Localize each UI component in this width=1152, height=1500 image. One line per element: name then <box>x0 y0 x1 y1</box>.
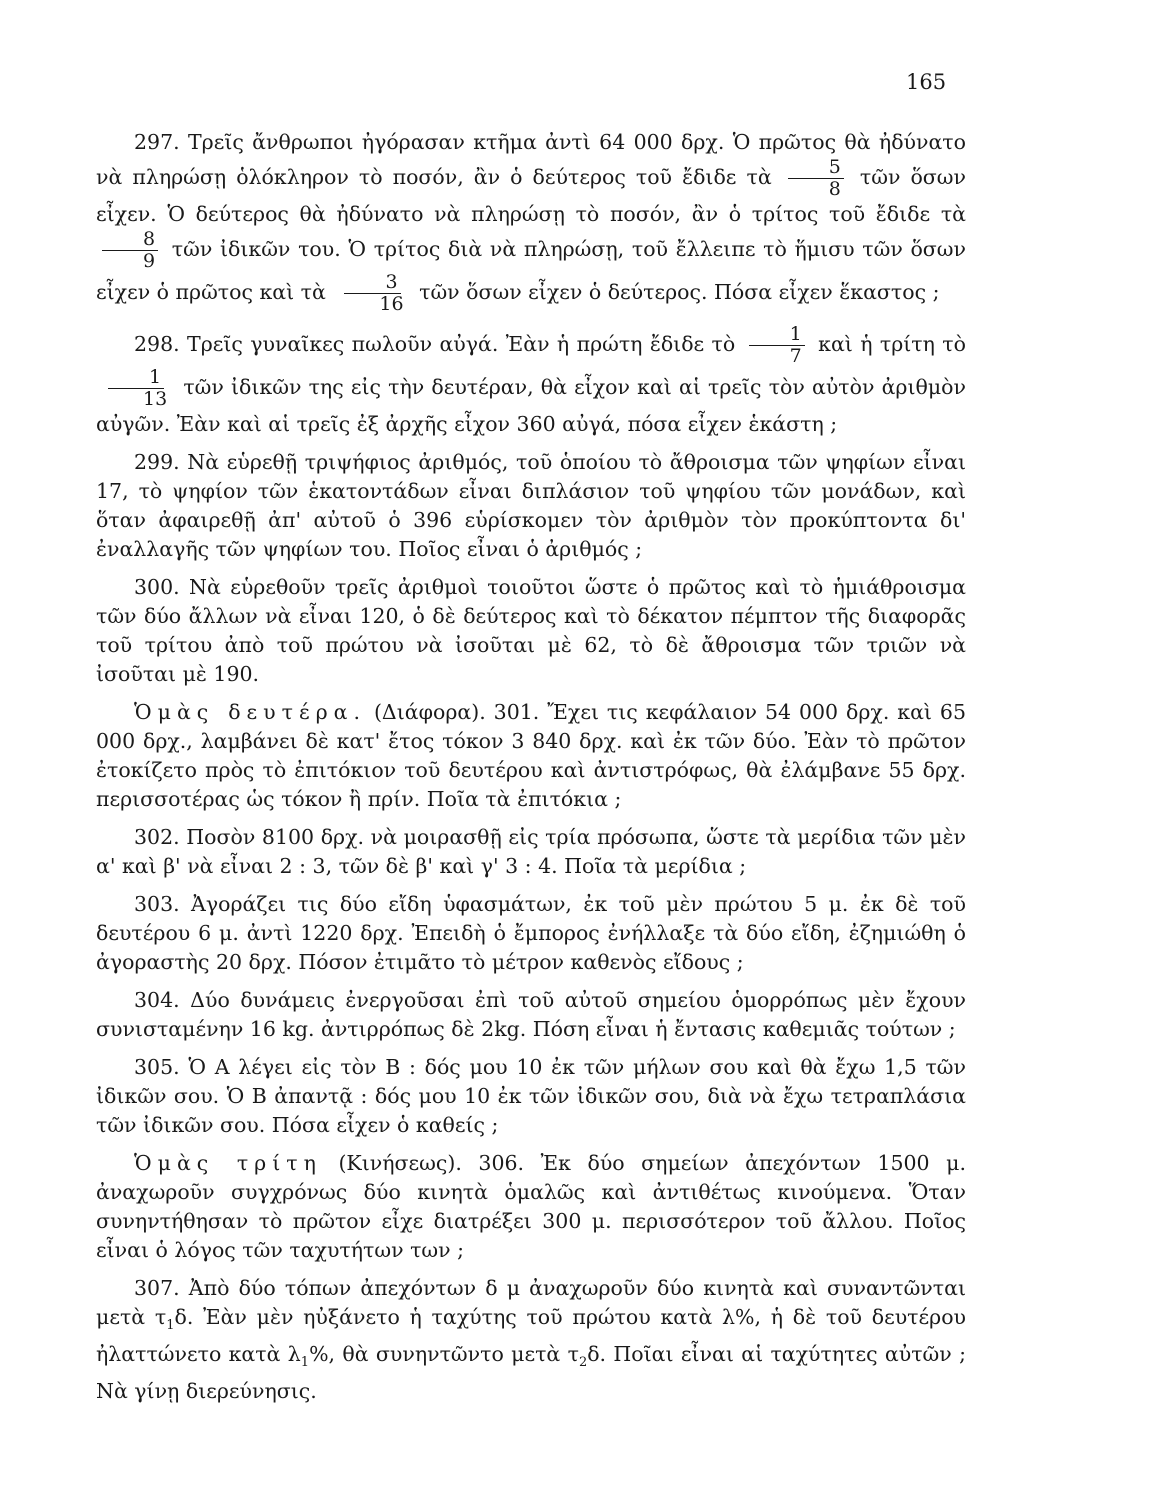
problem-307-text-b: δ. Ἐὰν μὲν ηὐξάνετο ἡ ταχύτης τοῦ πρώτου κατὰ λ%, ἡ δὲ τοῦ δευτέρου ἠλαττώνετο κατὰ λ <box>96 1305 966 1367</box>
problem-305: 305. Ὁ Α λέγει εἰς τὸν Β : δός μου 10 ἐκ τῶν μήλων σου καὶ θὰ ἔχω 1,5 τῶν ἰδικῶν σου. Ὁ Β ἀπαντᾷ : δός μου 10 ἐκ τῶν ἰδικῶν σου, διὰ νὰ ἔχω τετραπλάσια τῶν ἰδικῶν σου. Πόσα εἶχεν ὁ καθείς ; <box>96 1055 966 1137</box>
group-heading-third: Ὁμὰς τρίτη <box>134 1151 322 1175</box>
problem-list <box>96 128 966 1406</box>
problem-297-text-d: τῶν ὅσων εἶχεν ὁ δεύτερος. Πόσα εἶχεν ἕκαστος ; <box>419 280 940 304</box>
problem-298-text-c: τῶν ἰδικῶν της εἰς τὴν δευτέραν, θὰ εἶχον καὶ αἱ τρεῖς τὸν αὐτὸν ἀριθμὸν αὐγῶν. Ἐὰν καὶ αἱ τρεῖς ἐξ ἀρχῆς εἶχον 360 αὐγά, πόσα εἶχεν ἑκάστη ; <box>96 375 966 436</box>
fraction-numerator: 3 <box>344 272 400 294</box>
problem-307-text-c: %, θὰ συνηντῶντο μετὰ τ <box>309 1342 579 1367</box>
fraction-numerator: 5 <box>788 157 844 179</box>
problem-302: 302. Ποσὸν 8100 δρχ. νὰ μοιρασθῇ εἰς τρία πρόσωπα, ὥστε τὰ μερίδια τῶν μὲν α' καὶ β' νὰ εἶναι 2 : 3, τῶν δὲ β' καὶ γ' 3 : 4. Ποῖα τὰ μερίδια ; <box>96 825 966 878</box>
problem-303: 303. Ἀγοράζει τις δύο εἴδη ὑφασμάτων, ἐκ τοῦ μὲν πρώτου 5 μ. ἐκ δὲ τοῦ δευτέρου 6 μ. ἀντὶ 1220 δρχ. Ἐπειδὴ ὁ ἔμπορος ἐνήλλαξε τὰ δύο εἴδη, ἐζημιώθη ὁ ἀγοραστὴς 20 δρχ. Πόσον ἐτιμᾶτο τὸ μέτρον καθενὸς εἴδους ; <box>96 892 966 974</box>
problem-298-text-a: 298. Τρεῖς γυναῖκες πωλοῦν αὐγά. Ἐὰν ἡ πρώτη ἔδιδε τὸ <box>134 332 736 356</box>
fraction-8-9 <box>102 229 158 272</box>
fraction-denominator: 9 <box>143 250 156 272</box>
fraction-denominator: 13 <box>143 388 168 410</box>
problem-306-text: (Κινήσεως). 306. Ἐκ δύο σημείων ἀπεχόντων 1500 μ. ἀναχωροῦν συγχρόνως δύο κινητὰ ὁμαλῶς καὶ ἀντιθέτως κινούμενα. Ὅταν συνηντήθησαν τὸ πρῶτον εἶχε διατρέξει 300 μ. περισσότερον τοῦ ἄλλου. Ποῖος εἶναι ὁ λόγος τῶν ταχυτήτων των ; <box>96 1151 966 1262</box>
problem-297 <box>96 128 966 315</box>
problem-297-text-c: τῶν ἰδικῶν του. Ὁ τρίτος διὰ νὰ πληρώσῃ, τοῦ ἔλλειπε τὸ ἥμισυ τῶν ὅσων εἶχεν ὁ πρῶτος καὶ τὰ <box>96 237 966 304</box>
fraction-3-16 <box>338 272 406 315</box>
problem-307 <box>96 1274 966 1406</box>
problem-304: 304. Δύο δυνάμεις ἐνεργοῦσαι ἐπὶ τοῦ αὐτοῦ σημείου ὁμορρόπως μὲν ἔχουν συνισταμένην 16 kg. ἀντιρρόπως δὲ 2kg. Πόση εἶναι ἡ ἔντασις καθεμιᾶς τούτων ; <box>96 988 966 1041</box>
fraction-5-8 <box>788 157 844 200</box>
problem-298 <box>96 324 966 439</box>
problem-297-text-b: τῶν ὅσων εἶχεν. Ὁ δεύτερος θὰ ἠδύνατο νὰ πληρώσῃ τὸ ποσόν, ἂν ὁ τρίτος τοῦ ἔδιδε τὰ <box>96 165 966 226</box>
page-number: 165 <box>906 70 947 94</box>
problem-301 <box>96 698 966 814</box>
fraction-denominator: 7 <box>789 345 802 367</box>
subscript: 1 <box>166 1318 175 1334</box>
group-heading-second: Ὁμὰς δευτέρα. <box>134 700 366 724</box>
problem-299: 299. Νὰ εὑρεθῇ τριψήφιος ἀριθμός, τοῦ ὁποίου τὸ ἄθροισμα τῶν ψηφίων εἶναι 17, τὸ ψηφίον τῶν ἑκατοντάδων εἶναι διπλάσιον τοῦ ψηφίου τῶν μονάδων, καὶ ὅταν ἀφαιρεθῇ ἀπ' αὐτοῦ ὁ 396 εὑρίσκομεν τὸν ἀριθμὸν τὸν προκύπτοντα δι' ἐναλλαγῆς τῶν ψηφίων του. Ποῖος εἶναι ὁ ἀριθμός ; <box>96 450 966 561</box>
subscript: 1 <box>300 1355 310 1371</box>
problem-307-text-d: δ. Ποῖαι εἶναι αἱ ταχύτητες αὐτῶν ; Νὰ γίνῃ διερεύνησις. <box>96 1342 966 1404</box>
fraction-numerator: 8 <box>102 229 158 251</box>
problem-306 <box>96 1149 966 1265</box>
fraction-numerator: 1 <box>108 367 164 389</box>
problem-297-text-a: 297. Τρεῖς ἄνθρωποι ἠγόρασαν κτῆμα ἀντὶ 64 000 δρχ. Ὁ πρῶτος θὰ ἠδύνατο νὰ πληρώσῃ ὁλόκληρον τὸ ποσόν, ἂν ὁ δεύτερος τοῦ ἔδιδε τὰ <box>96 130 966 189</box>
problem-300: 300. Νὰ εὑρεθοῦν τρεῖς ἀριθμοὶ τοιοῦτοι ὥστε ὁ πρῶτος καὶ τὸ ἡμιάθροισμα τῶν δύο ἄλλων νὰ εἶναι 120, ὁ δὲ δεύτερος καὶ τὸ δέκατον πέμπτον τῆς διαφορᾶς τοῦ τρίτου ἀπὸ τοῦ πρώτου νὰ ἰσοῦται μὲ 62, τὸ δὲ ἄθροισμα τῶν τριῶν νὰ ἰσοῦται μὲ 190. <box>96 575 966 686</box>
problem-307-text-a: 307. Ἀπὸ δύο τόπων ἀπεχόντων δ μ ἀναχωροῦν δύο κινητὰ καὶ συναντῶνται μετὰ τ <box>96 1276 966 1329</box>
problem-301-text: (Διάφορα). 301. Ἔχει τις κεφάλαιον 54 000 δρχ. καὶ 65 000 δρχ., λαμβάνει δὲ κατ' ἔτος τόκον 3 840 δρχ. καὶ ἐκ τῶν δύο. Ἐὰν τὸ πρῶτον ἐτοκίζετο πρὸς τὸ ἐπιτόκιον τοῦ δευτέρου καὶ ἀντιστρόφως, θὰ ἐλάμβανε 55 δρχ. περισσοτέρας ὡς τόκον ἢ πρίν. Ποῖα τὰ ἐπιτόκια ; <box>96 700 966 811</box>
subscript: 2 <box>578 1355 588 1371</box>
problem-298-text-b: καὶ ἡ τρίτη τὸ <box>818 332 966 356</box>
fraction-denominator: 16 <box>379 293 404 315</box>
fraction-denominator: 8 <box>828 178 841 200</box>
fraction-numerator: 1 <box>749 324 805 346</box>
fraction-1-13 <box>102 367 170 410</box>
fraction-1-7 <box>749 324 805 367</box>
